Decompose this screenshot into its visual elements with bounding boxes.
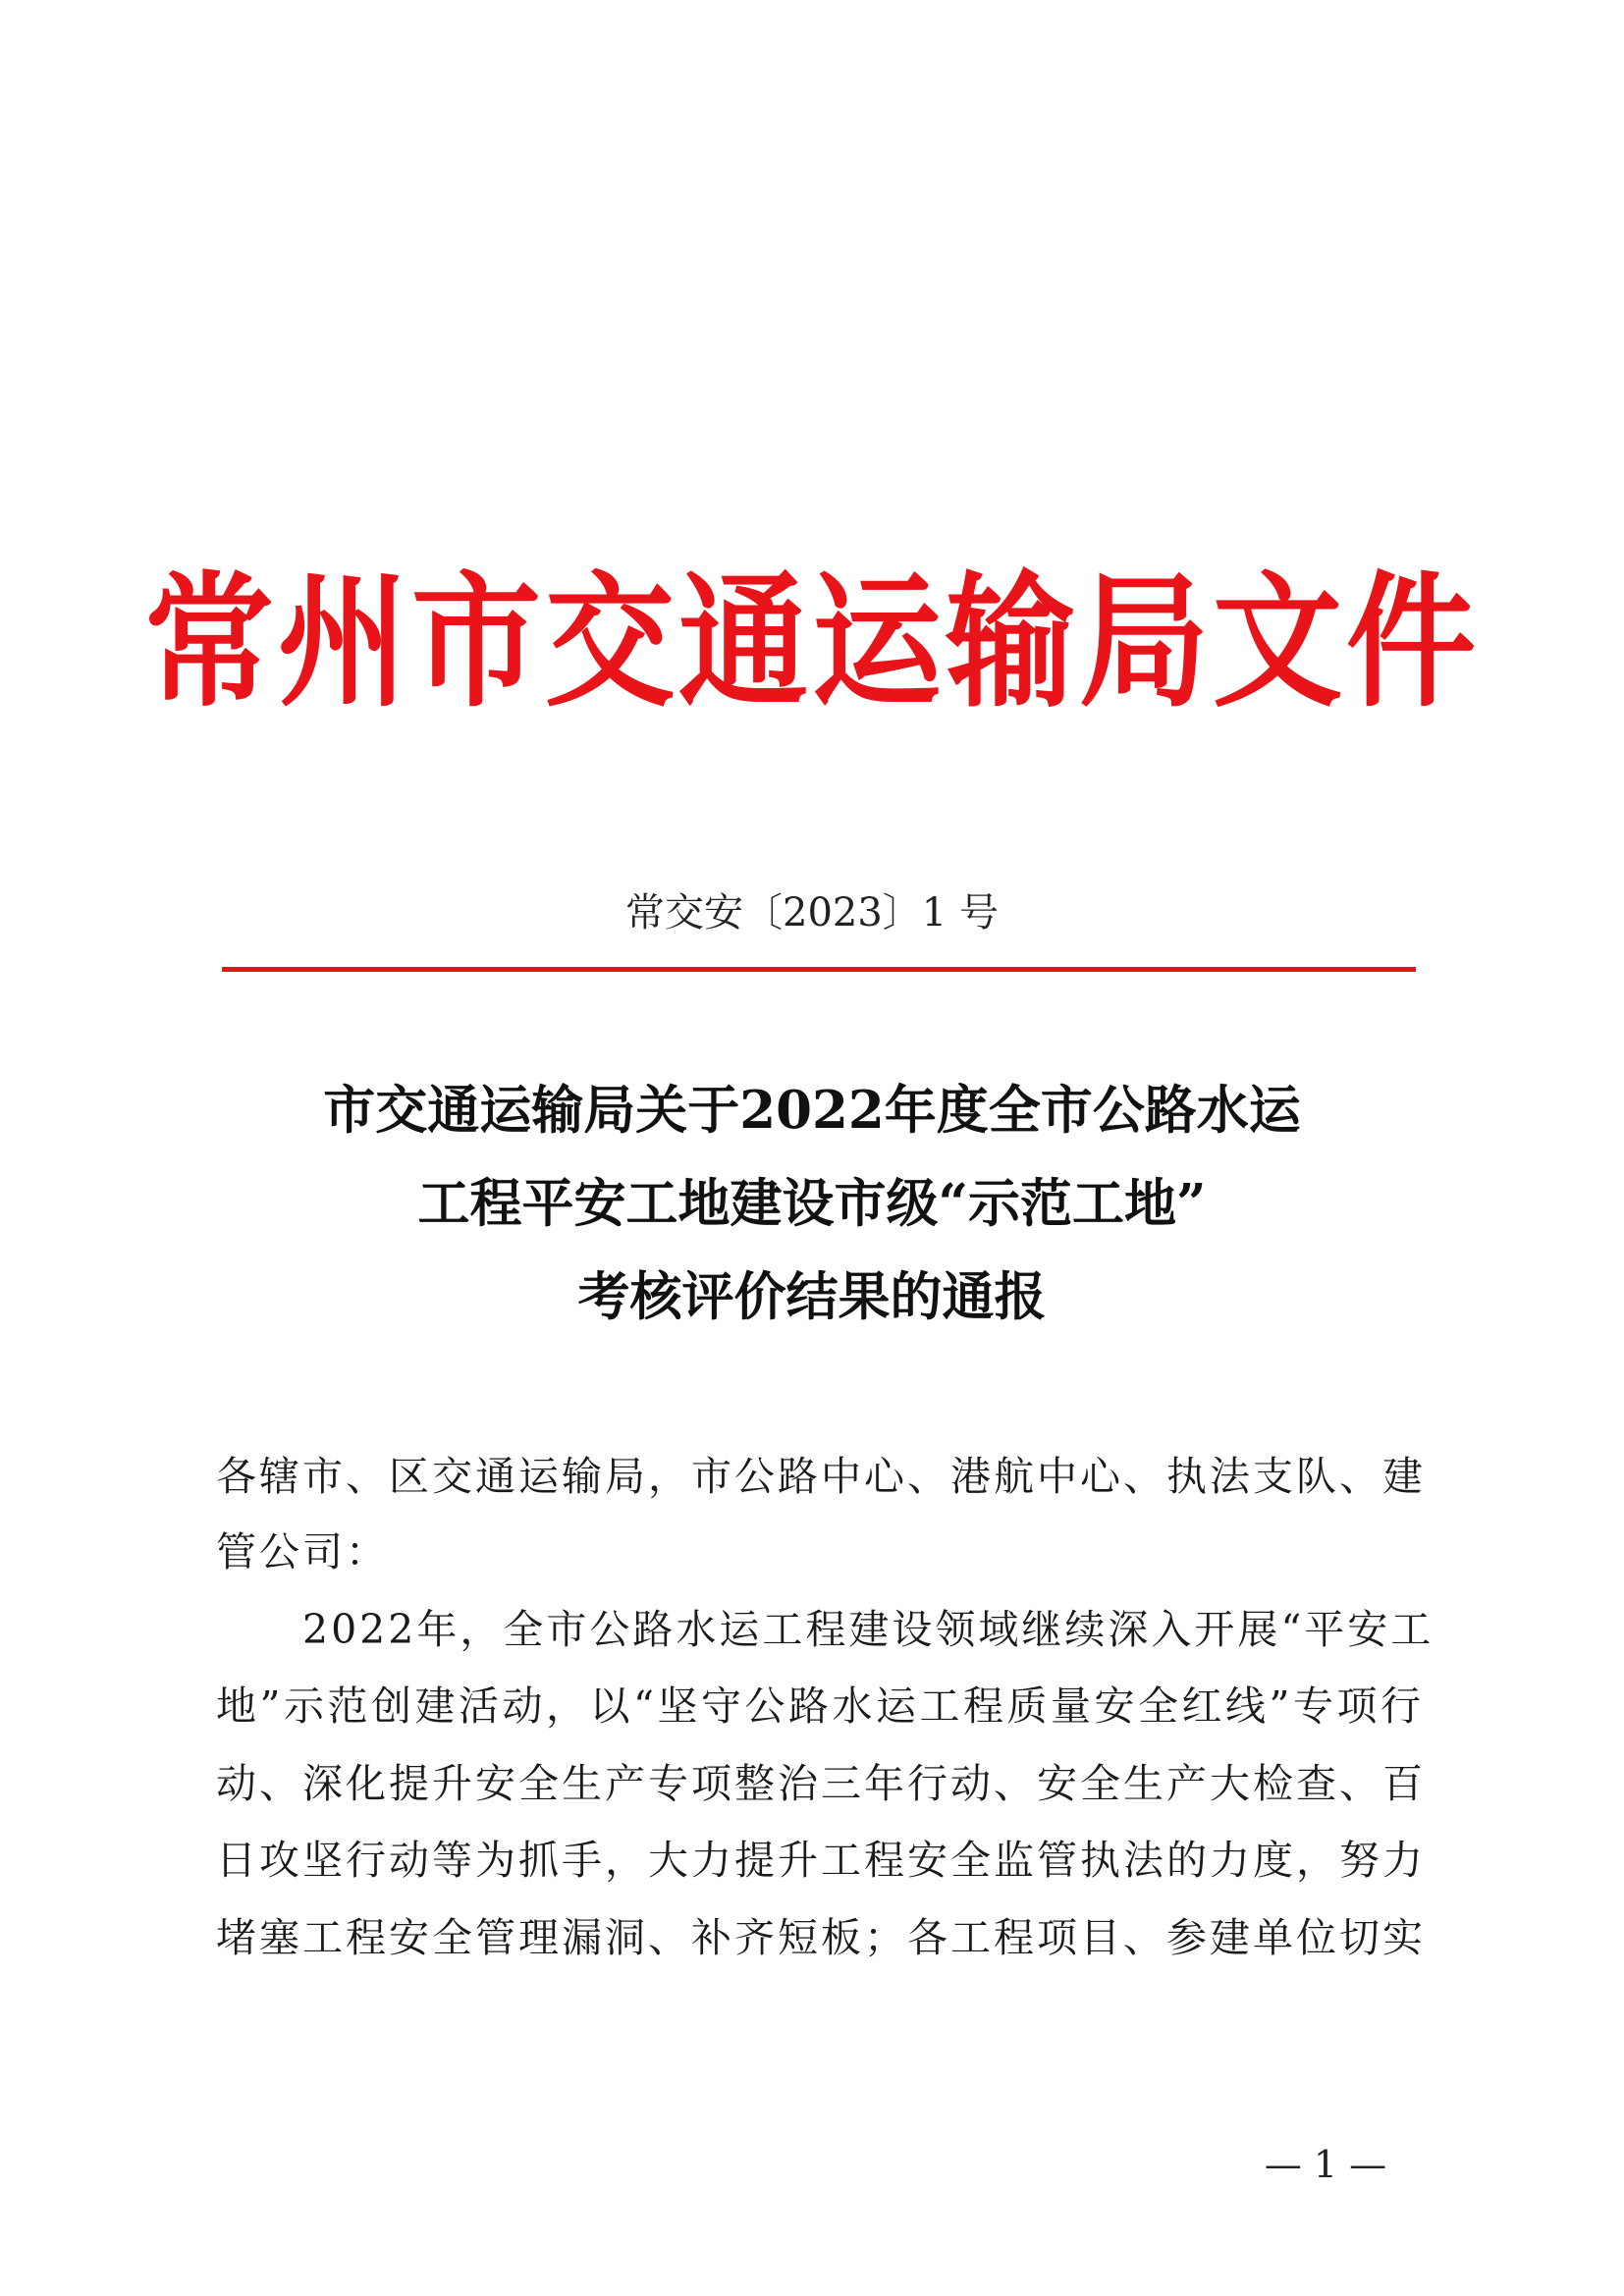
body-line-2: 管公司： [216, 1528, 389, 1575]
red-separator-line [222, 967, 1416, 972]
body-line-3: 2022年，全市公路水运工程建设领域继续深入开展“平安工 [302, 1606, 1435, 1653]
page-number: — 1 — [1264, 2143, 1387, 2186]
document-title-line-2: 工程平安工地建设市级“示范工地” [417, 1173, 1207, 1234]
document-masthead: 常州市交通运输局文件 [144, 557, 1480, 728]
body-line-6: 日攻坚行动等为抓手，大力提升工程安全监管执法的力度，努力 [216, 1837, 1426, 1884]
document-number: 常交安〔2023〕1 号 [625, 890, 999, 935]
document-title-line-3: 考核评价结果的通报 [577, 1266, 1047, 1327]
document-title-line-1: 市交通运输局关于2022年度全市公路水运 [323, 1080, 1301, 1141]
body-line-5: 动、深化提升安全生产专项整治三年行动、安全生产大检查、百 [216, 1760, 1426, 1807]
body-line-7: 堵塞工程安全管理漏洞、补齐短板；各工程项目、参建单位切实 [216, 1914, 1426, 1961]
body-line-4: 地”示范创建活动，以“坚守公路水运工程质量安全红线”专项行 [216, 1682, 1424, 1730]
body-line-1: 各辖市、区交通运输局，市公路中心、港航中心、执法支队、建 [216, 1453, 1426, 1500]
